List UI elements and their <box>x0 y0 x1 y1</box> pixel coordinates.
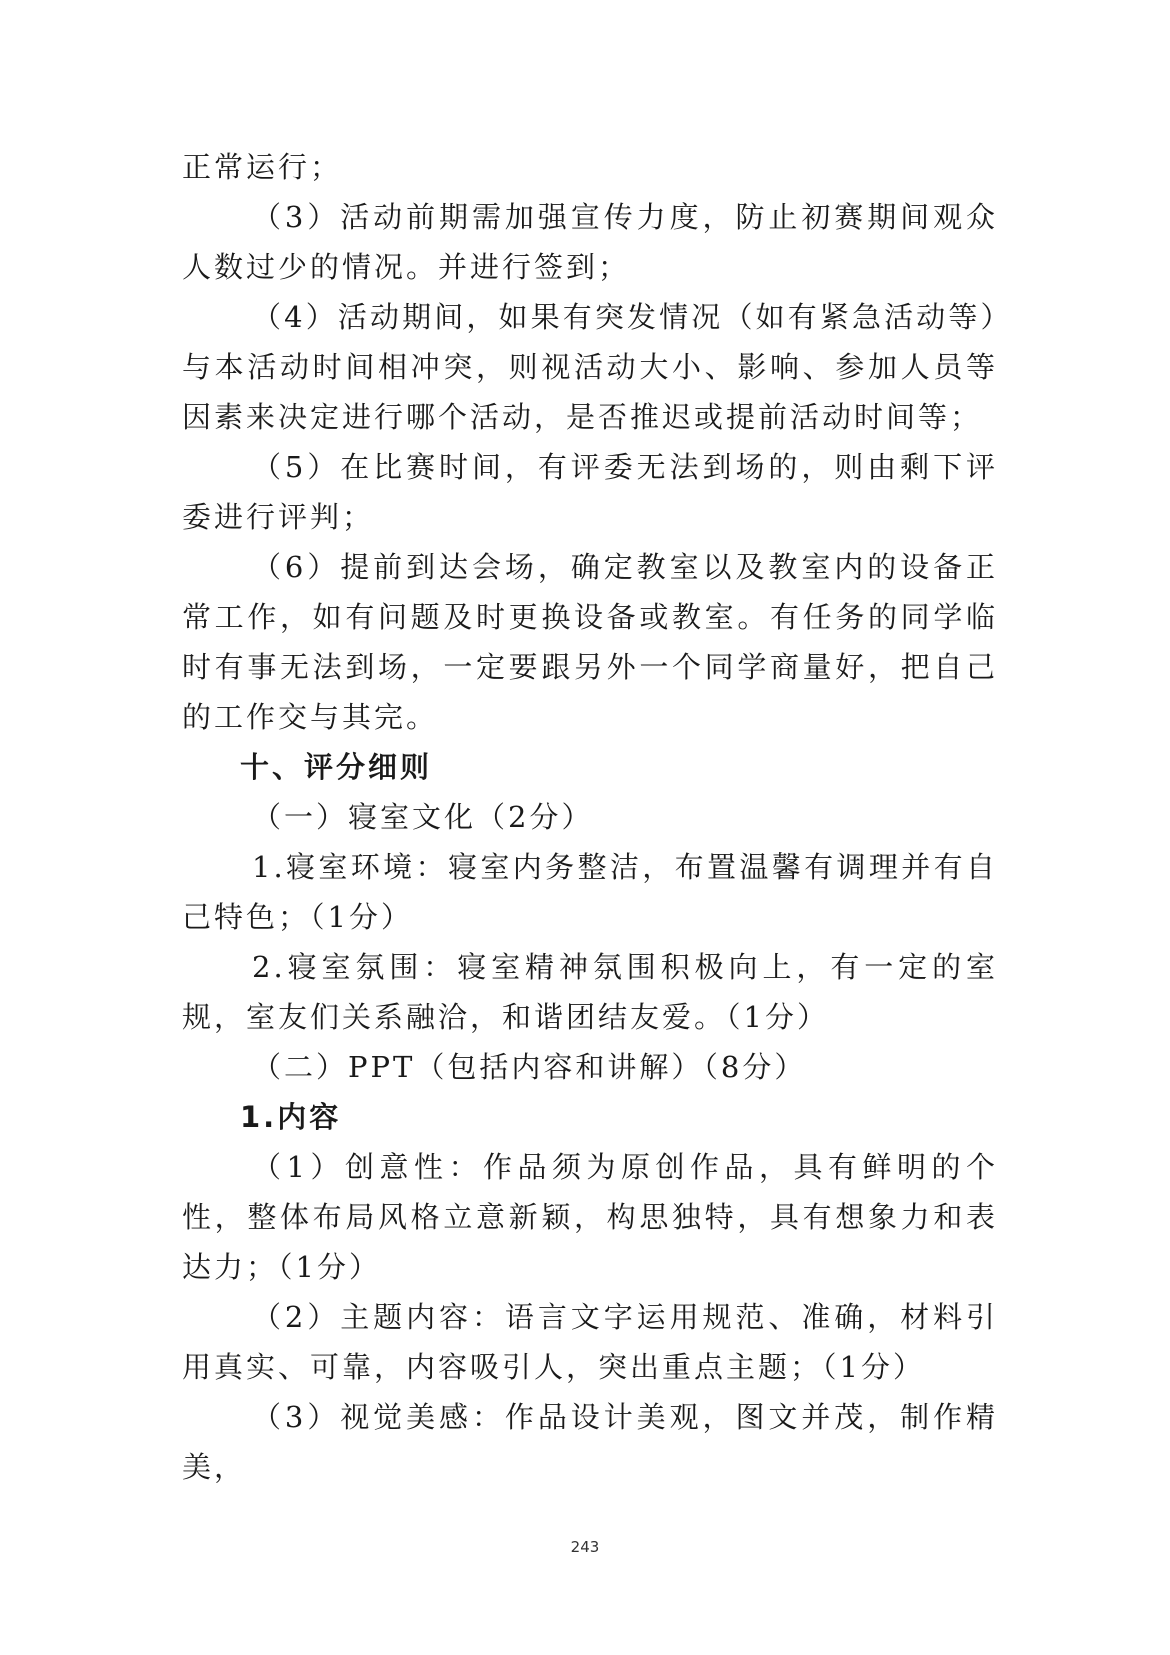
paragraph-item-6: （6）提前到达会场，确定教室以及教室内的设备正常工作，如有问题及时更换设备或教室。有任务的同学临时有事无法到场，一定要跟另外一个同学商量好，把自己的工作交与其完。 <box>182 550 998 734</box>
paragraph-item-5: （5）在比赛时间，有评委无法到场的，则由剩下评委进行评判； <box>182 450 998 534</box>
subheading-content: 1.内容 <box>240 1100 342 1134</box>
subsection-ppt: （二）PPT（包括内容和讲解）（8分） <box>252 1050 807 1084</box>
page-number: 243 <box>570 1538 600 1556</box>
paragraph-theme-content: （2）主题内容：语言文字运用规范、准确，材料引用真实、可靠，内容吸引人，突出重点主题；（1分） <box>182 1300 998 1384</box>
section-heading-scoring: 十、评分细则 <box>240 750 433 784</box>
subsection-dorm-culture: （一）寝室文化（2分） <box>252 800 594 834</box>
paragraph-dorm-atmosphere: 2.寝室氛围：寝室精神氛围积极向上，有一定的室规，室友们关系融洽，和谐团结友爱。（1分） <box>182 950 998 1034</box>
paragraph-item-4: （4）活动期间，如果有突发情况（如有紧急活动等）与本活动时间相冲突，则视活动大小、影响、参加人员等因素来决定进行哪个活动，是否推迟或提前活动时间等； <box>182 300 998 434</box>
paragraph-continuation: 正常运行； <box>182 150 343 184</box>
paragraph-creativity: （1）创意性：作品须为原创作品，具有鲜明的个性，整体布局风格立意新颖，构思独特，具有想象力和表达力；（1分） <box>182 1150 998 1284</box>
paragraph-dorm-environment: 1.寝室环境：寝室内务整洁，布置温馨有调理并有自己特色；（1分） <box>182 850 998 934</box>
page-body <box>182 142 998 1492</box>
paragraph-item-3: （3）活动前期需加强宣传力度，防止初赛期间观众人数过少的情况。并进行签到； <box>182 200 998 284</box>
paragraph-visual-aesthetics: （3）视觉美感：作品设计美观，图文并茂，制作精美， <box>182 1400 998 1484</box>
